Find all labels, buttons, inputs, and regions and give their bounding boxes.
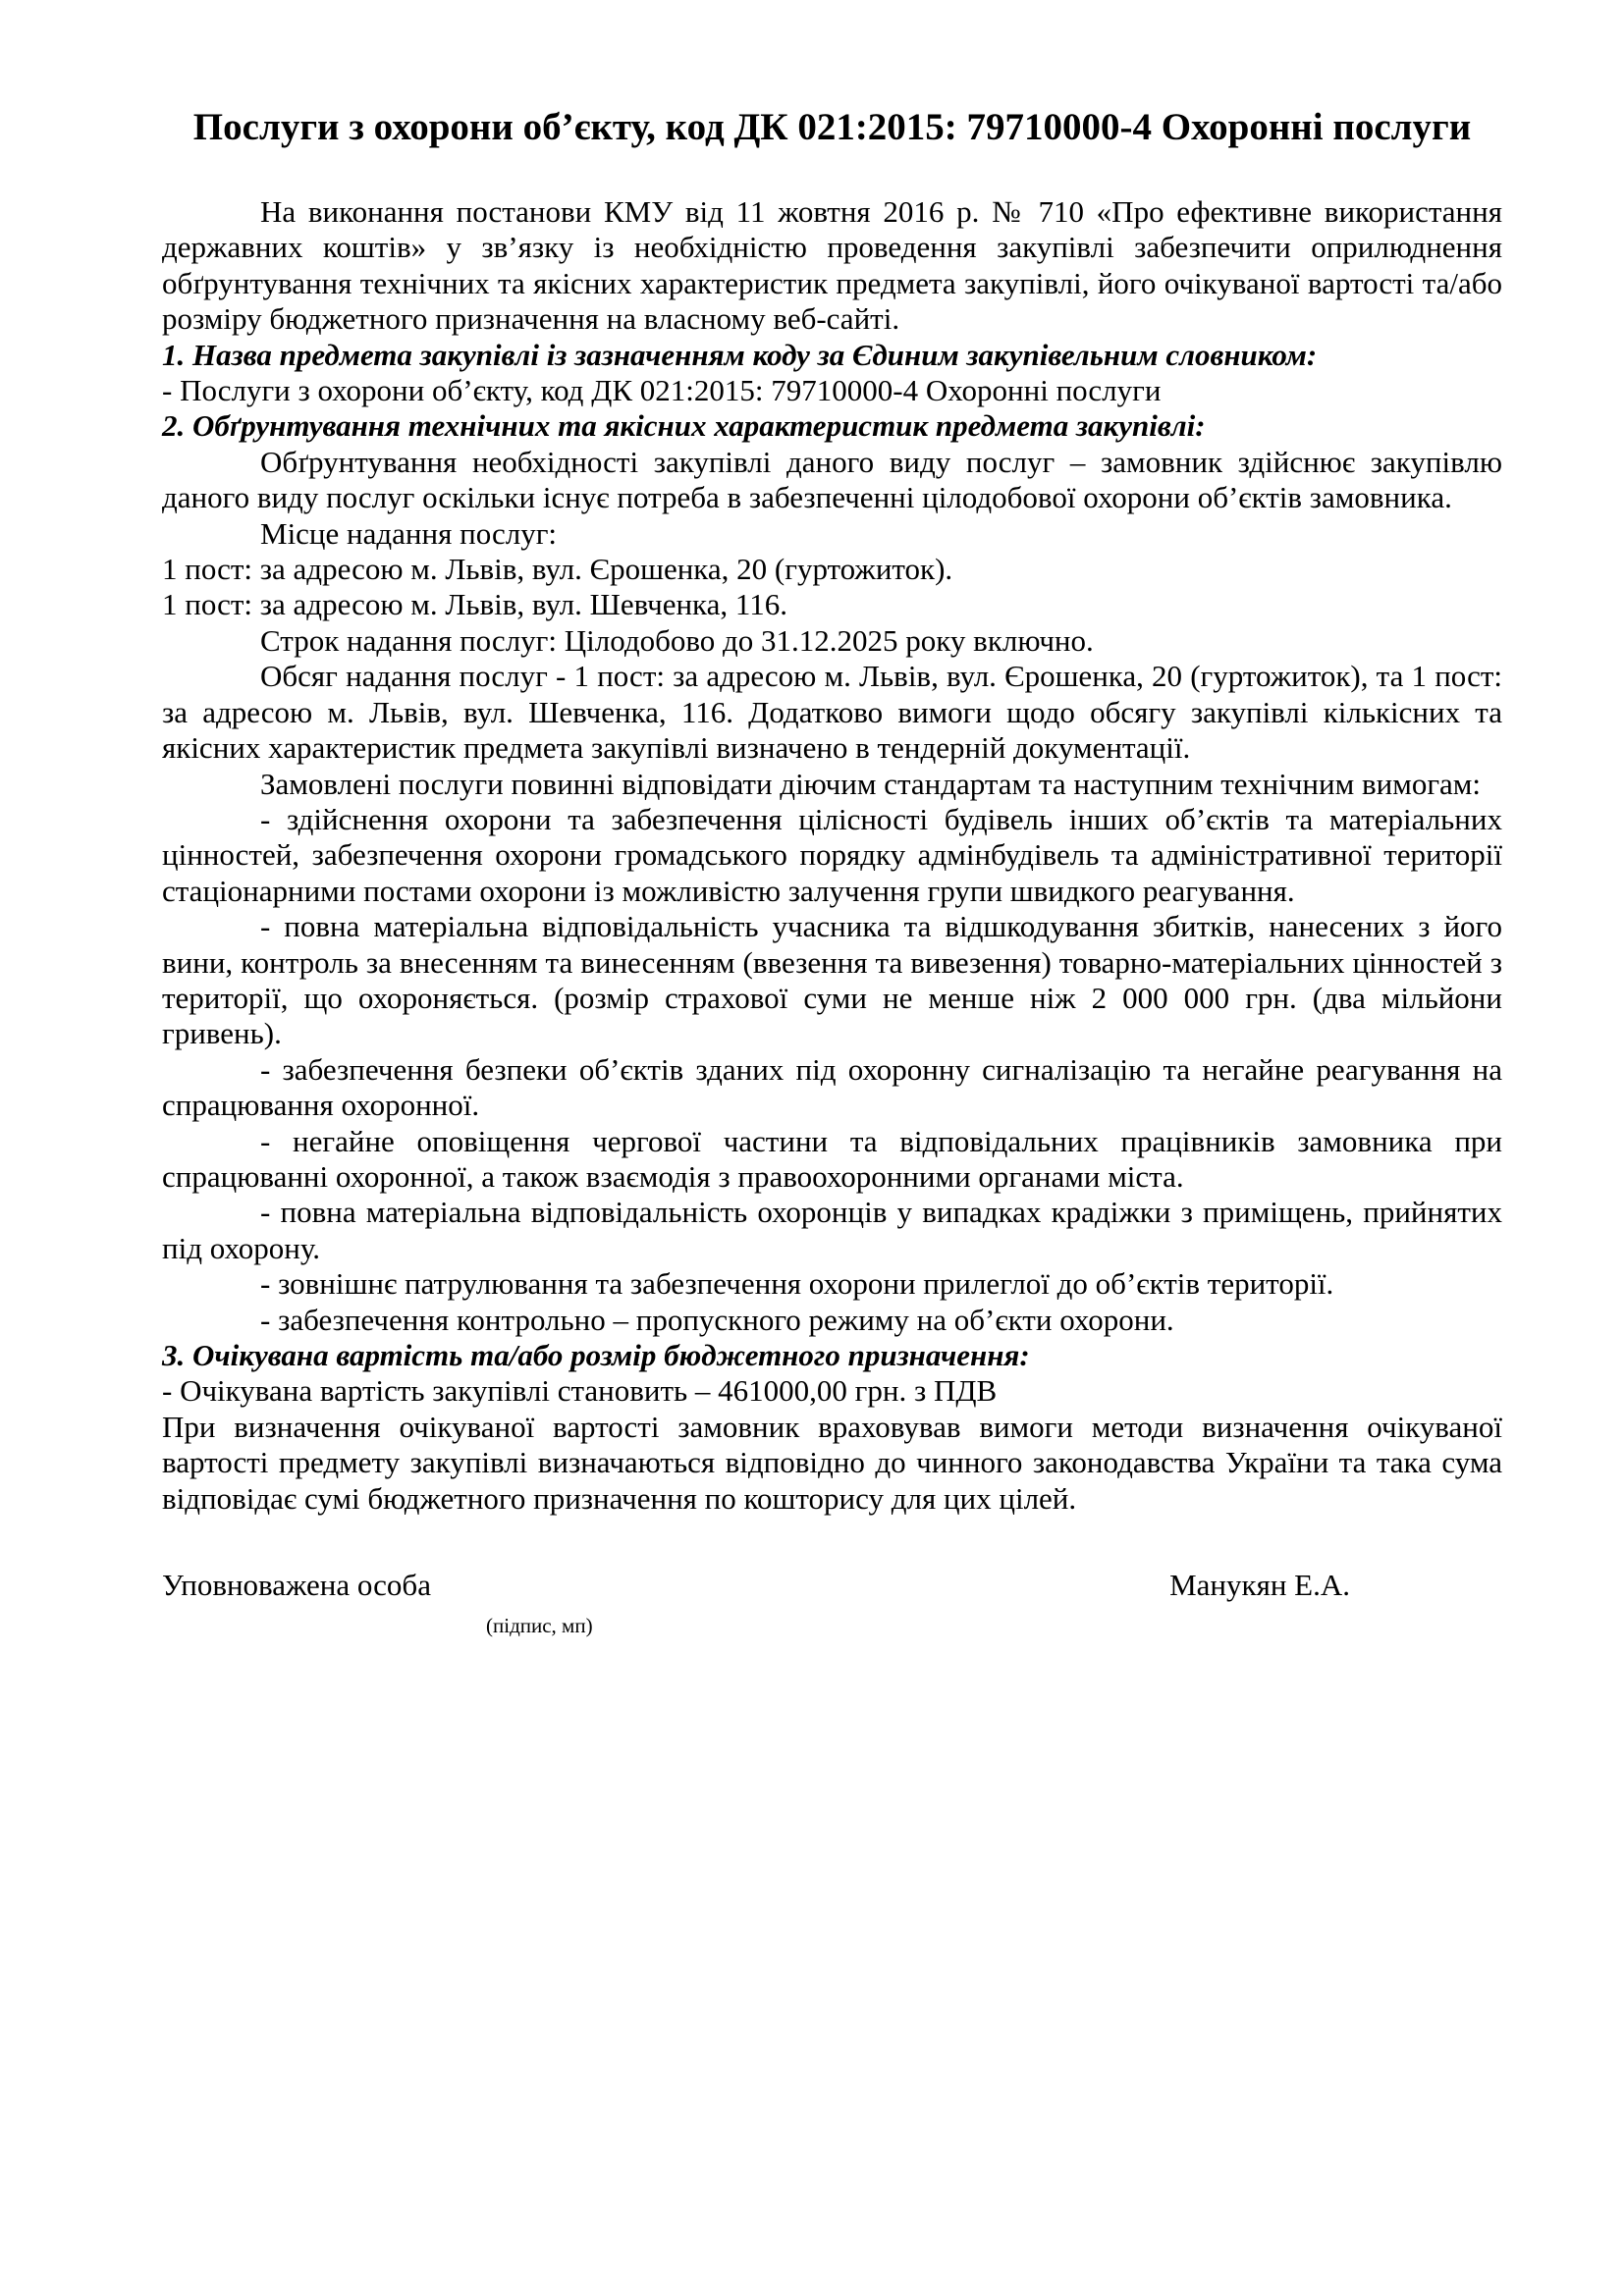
post-address-line-1: 1 пост: за адресою м. Львів, вул. Єрошенка, 20 (гуртожиток). (162, 552, 953, 587)
requirement-item-5: - повна матеріальна відповідальність охоронців у випадках крадіжки з приміщень, прийнятих під охорону. (162, 1195, 1502, 1265)
expected-value-line: - Очікувана вартість закупівлі становить – 461000,00 грн. з ПДВ (162, 1373, 998, 1409)
signature-row (162, 1568, 1502, 1603)
section-2-heading: 2. Обґрунтування технічних та якісних характеристик предмета закупівлі: (162, 408, 1206, 444)
requirement-item-2: - повна матеріальна відповідальність учасника та відшкодування збитків, нанесених з його вини, контроль за внесенням та винесенням (ввезення та вивезення) товарно-матеріальних цінностей з території, що охороняється. (розмір страхової суми не менше ніж 2 000 000 грн. (два мільйони гривень). (162, 909, 1502, 1051)
requirement-item-4: - негайне оповіщення чергової частини та відповідальних працівників замовника при спрацюванні охоронної, а також взаємодія з правоохоронними органами міста. (162, 1123, 1502, 1194)
section-3-heading: 3. Очікувана вартість та/або розмір бюджетного призначення: (162, 1338, 1030, 1372)
section-1-item: - Послуги з охорони об’єкту, код ДК 021:2015: 79710000-4 Охоронні послуги (162, 373, 1162, 408)
requirement-item-6: - зовнішнє патрулювання та забезпечення охорони прилеглої до об’єктів території. (260, 1266, 1334, 1302)
requirement-item-1: - здійснення охорони та забезпечення цілісності будівель інших об’єктів та матеріальних цінностей, забезпечення охорони громадського порядку адмінбудівель та адміністративної території стаціонарними постами охорони із можливістю залучення групи швидкого реагування. (162, 801, 1502, 908)
signature-note: (підпис, мп) (486, 1614, 593, 1638)
service-term-line: Строк надання послуг: Цілодобово до 31.12.2025 року включно. (260, 622, 1094, 658)
requirement-item-7: - забезпечення контрольно – пропускного режиму на об’єкти охорони. (260, 1302, 1174, 1337)
valuation-method-paragraph: При визначення очікуваної вартості замовник враховував вимоги методи визначення очікуваної вартості предмету закупівлі визначаються відповідно до чинного законодавства України та така сума відповідає сумі бюджетного призначення по кошторису для цих цілей. (162, 1409, 1502, 1516)
requirement-item-3: - забезпечення безпеки об’єктів зданих під охоронну сигналізацію та негайне реагування на спрацювання охоронної. (162, 1051, 1502, 1123)
signature-role: Уповноважена особа (162, 1568, 431, 1603)
justification-paragraph: Обґрунтування необхідності закупівлі даного виду послуг – замовник здійснює закупівлю даного виду послуг оскільки існує потреба в забезпеченні цілодобової охорони об’єктів замовника. (162, 444, 1502, 515)
document-title: Послуги з охорони об’єкту, код ДК 021:2015: 79710000-4 Охоронні послуги (192, 106, 1472, 148)
intro-paragraph: На виконання постанови КМУ від 11 жовтня 2016 р. № 710 «Про ефективне використання державних коштів» у зв’язку із необхідністю проведення закупівлі забезпечити оприлюднення обґрунтування технічних та якісних характеристик предмета закупівлі, його очікуваної вартості та/або розміру бюджетного призначення на власному веб-сайті. (162, 194, 1502, 337)
requirements-intro: Замовлені послуги повинні відповідати діючим стандартам та наступним технічним вимогам: (260, 766, 1482, 801)
section-1-heading: 1. Назва предмета закупівлі із зазначенням коду за Єдиним закупівельним словником: (162, 337, 1318, 372)
signature-name: Манукян Е.А. (1169, 1568, 1350, 1603)
place-of-services-label: Місце надання послуг: (260, 515, 558, 551)
service-scope-paragraph: Обсяг надання послуг - 1 пост: за адресою м. Львів, вул. Єрошенка, 20 (гуртожиток), та 1 пост: за адресою м. Львів, вул. Шевченка, 116. Додатково вимоги щодо обсягу закупівлі кількісних та якісних характеристик предмета закупівлі визначено в тендерній документації. (162, 659, 1502, 766)
post-address-line-2: 1 пост: за адресою м. Львів, вул. Шевченка, 116. (162, 587, 787, 622)
